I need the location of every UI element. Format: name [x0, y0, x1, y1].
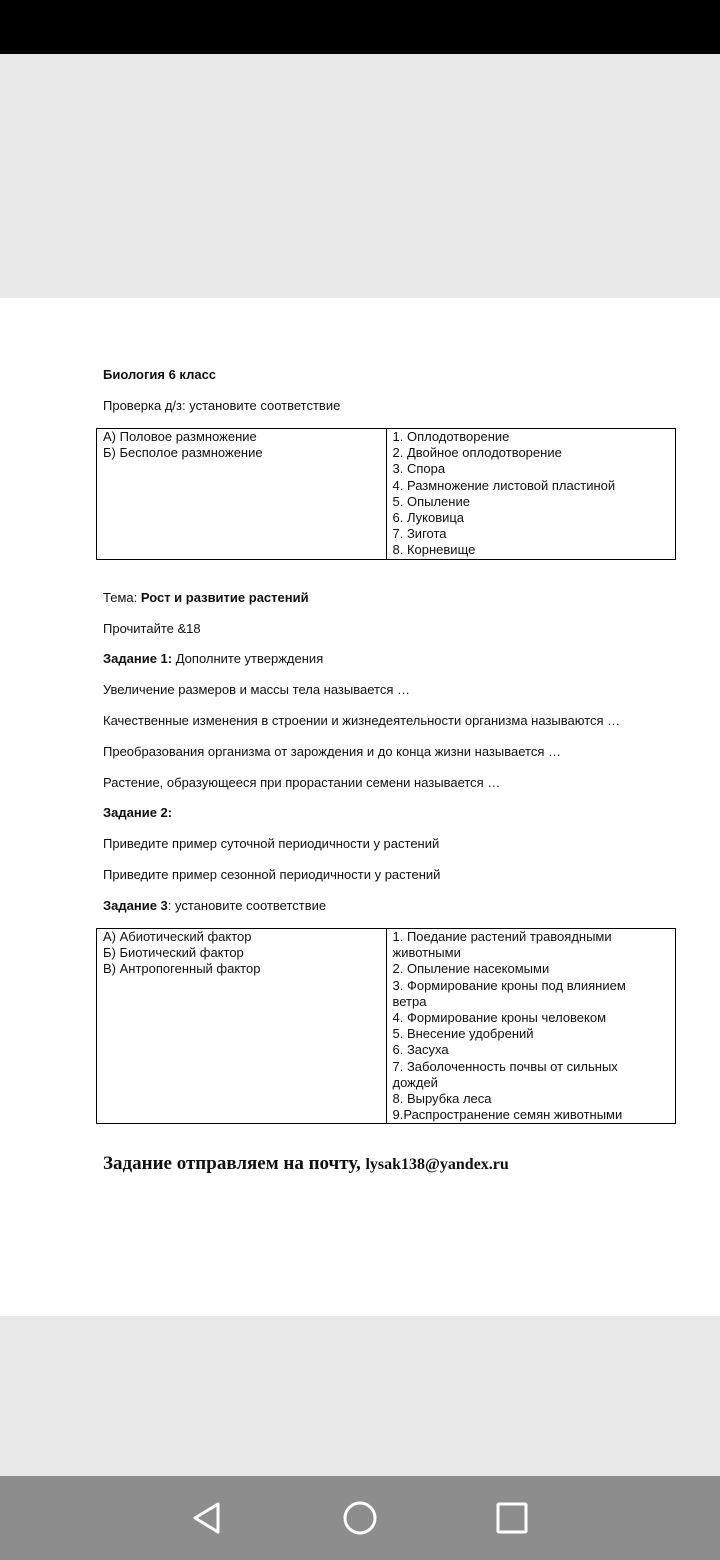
table1-right-item: 2. Двойное оплодотворение — [392, 445, 562, 461]
table2-left-item: В) Антропогенный фактор — [103, 961, 261, 977]
table2-right-item: 8. Вырубка леса — [392, 1091, 492, 1107]
task3-line — [103, 898, 326, 914]
table2-left-item: А) Абиотический фактор — [103, 929, 252, 944]
table1-right-cell — [386, 429, 676, 560]
back-button[interactable] — [184, 1496, 228, 1540]
table1-right-item: 7. Зигота — [392, 526, 447, 542]
table1-left-item: А) Половое размножение — [103, 429, 257, 444]
task3-label: Задание 3 — [103, 898, 168, 913]
task1-text: Дополните утверждения — [172, 651, 324, 666]
task3-text: : установите соответствие — [167, 898, 327, 913]
email-instruction — [103, 1153, 509, 1176]
task1-label: Задание 1: — [103, 651, 173, 666]
back-icon — [191, 1501, 221, 1535]
home-button[interactable] — [338, 1496, 382, 1540]
table2-left-cell — [97, 929, 387, 1124]
table2-right-item: дождей — [392, 1074, 438, 1090]
doc-title: Биология 6 класс — [103, 367, 217, 382]
table1-right-item: 5. Опыление — [392, 493, 470, 509]
table2-right-item: животными — [392, 945, 461, 961]
read-paragraph: Прочитайте &18 — [103, 621, 201, 636]
table2-right-cell — [386, 929, 676, 1124]
match-table-1 — [96, 428, 676, 560]
table1-right-item: 1. Оплодотворение — [392, 429, 510, 444]
table2-right-item: 7. Заболоченность почвы от сильных — [392, 1058, 618, 1074]
email-address: lysak138@yandex.ru — [365, 1156, 509, 1173]
task1-line — [103, 651, 323, 667]
topic-value: Рост и развитие растений — [140, 590, 309, 605]
table2-right-item: 5. Внесение удобрений — [392, 1026, 534, 1042]
table1-left-item: Б) Бесполое размножение — [103, 445, 263, 461]
topic-label: Тема: — [103, 590, 141, 605]
question-3: Преобразования организма от зарождения и до конца жизни называется … — [103, 744, 561, 759]
table2-left-item: Б) Биотический фактор — [103, 945, 244, 961]
home-icon — [342, 1500, 378, 1536]
topic-line — [103, 590, 309, 606]
table2-right-item: 1. Поедание растений травоядными — [392, 929, 612, 944]
question-1: Увеличение размеров и массы тела называется … — [103, 682, 410, 697]
table1-right-item: 3. Спора — [392, 461, 446, 477]
task2-label: Задание 2: — [103, 805, 173, 820]
question-2: Качественные изменения в строении и жизнедеятельности организма называются … — [103, 713, 621, 728]
table2-right-item: 6. Засуха — [392, 1042, 449, 1058]
table1-right-item: 6. Луковица — [392, 510, 465, 526]
email-text: Задание отправляем на почту, — [103, 1153, 366, 1174]
table1-right-item: 8. Корневище — [392, 542, 476, 558]
table2-right-item: 3. Формирование кроны под влиянием — [392, 977, 626, 993]
recents-button[interactable] — [490, 1496, 534, 1540]
table1-right-item: 4. Размножение листовой пластиной — [392, 477, 616, 493]
status-bar — [0, 0, 720, 54]
navigation-bar — [0, 1476, 720, 1560]
check-homework: Проверка д/з: установите соответствие — [103, 398, 341, 413]
table2-right-item: 4. Формирование кроны человеком — [392, 1010, 607, 1026]
table1-left-cell — [97, 429, 387, 560]
table2-right-item: 9.Распространение семян животными — [392, 1107, 623, 1123]
recents-icon — [496, 1502, 528, 1534]
question-6: Приведите пример сезонной периодичности у растений — [103, 867, 441, 882]
table2-right-item: ветра — [392, 993, 427, 1009]
match-table-2 — [96, 928, 676, 1124]
table2-right-item: 2. Опыление насекомыми — [392, 961, 550, 977]
question-5: Приведите пример суточной периодичности у растений — [103, 836, 440, 851]
question-4: Растение, образующееся при прорастании семени называется … — [103, 775, 501, 790]
